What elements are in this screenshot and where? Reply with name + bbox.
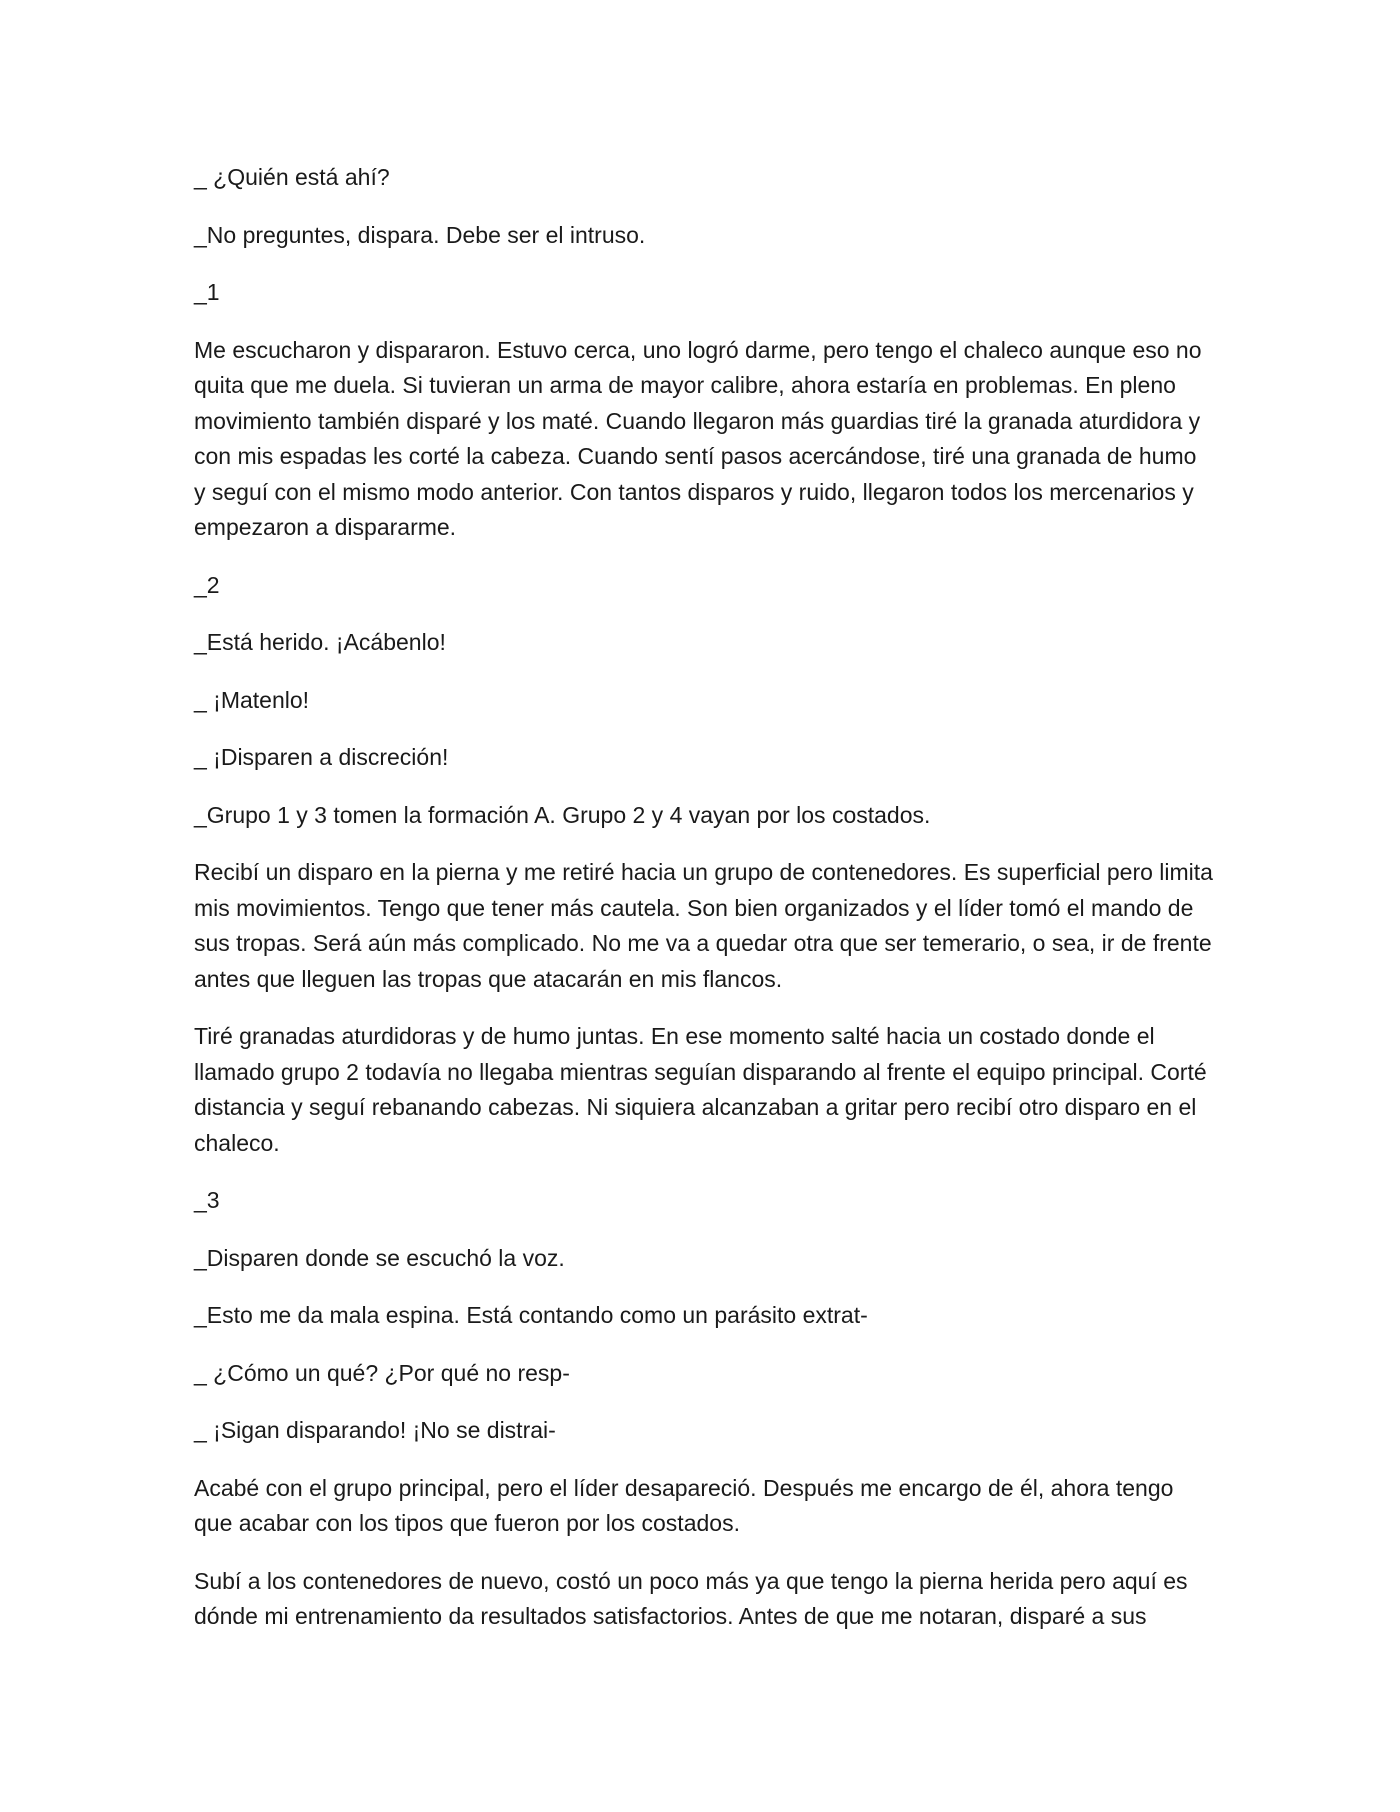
narrative-paragraph: Subí a los contenedores de nuevo, costó un poco más ya que tengo la pierna herida pero aquí es dónde mi entrenamiento da resultados satisfactorios. Antes de que me notaran, disparé a sus: [194, 1567, 1188, 1629]
narrative-paragraph: Acabé con el grupo principal, pero el líder desapareció. Después me encargo de él, ahora tengo que acabar con los tipos que fueron por los costados.: [194, 1474, 1174, 1536]
section-marker: _3: [194, 1187, 220, 1213]
section-marker: _2: [194, 571, 220, 598]
dialogue-line: _Está herido. ¡Acábenlo!: [194, 629, 446, 655]
dialogue-line: _ ¿Cómo un qué? ¿Por qué no resp-: [194, 1359, 570, 1386]
dialogue-line: _ ¿Quién está ahí?: [194, 164, 390, 190]
section-marker: _1: [194, 279, 220, 305]
dialogue-line: _ ¡Matenlo!: [194, 686, 310, 713]
narrative-paragraph: Me escucharon y dispararon. Estuvo cerca, uno logró darme, pero tengo el chaleco aunque eso no quita que me duela. Si tuvieran un arma de mayor calibre, ahora estaría en problemas. En pleno movimiento también disparé y los maté. Cuando llegaron más guardias tiré la granada aturdidora y con mis espadas les corté la cabeza. Cuando sentí pasos acercándose, tiré una granada de humo y seguí con el mismo modo anterior. Con tantos disparos y ruido, llegaron todos los mercenarios y empezaron a dispararme.: [194, 336, 1202, 540]
dialogue-line: _ ¡Disparen a discreción!: [194, 744, 449, 770]
narrative-paragraph: Tiré granadas aturdidoras y de humo juntas. En ese momento salté hacia un costado donde el llamado grupo 2 todavía no llegaba mientras seguían disparando al frente el equipo principal. Corté distancia y seguí rebanando cabezas. Ni siquiera alcanzaban a gritar pero recibí otro disparo en el chaleco.: [194, 1023, 1207, 1156]
dialogue-line: _Disparen donde se escuchó la voz.: [194, 1244, 565, 1271]
dialogue-line: _No preguntes, dispara. Debe ser el intruso.: [194, 221, 646, 248]
dialogue-line: _ ¡Sigan disparando! ¡No se distrai-: [194, 1417, 556, 1443]
dialogue-line: _Grupo 1 y 3 tomen la formación A. Grupo 2 y 4 vayan por los costados.: [194, 801, 931, 828]
document-body: [194, 160, 1214, 1657]
narrative-paragraph: Recibí un disparo en la pierna y me retiré hacia un grupo de contenedores. Es superficial pero limita mis movimientos. Tengo que tener más cautela. Son bien organizados y el líder tomó el mando de sus tropas. Será aún más complicado. No me va a quedar otra que ser temerario, o sea, ir de frente antes que lleguen las tropas que atacarán en mis flancos.: [194, 859, 1213, 992]
dialogue-line: _Esto me da mala espina. Está contando como un parásito extrat-: [194, 1302, 868, 1328]
